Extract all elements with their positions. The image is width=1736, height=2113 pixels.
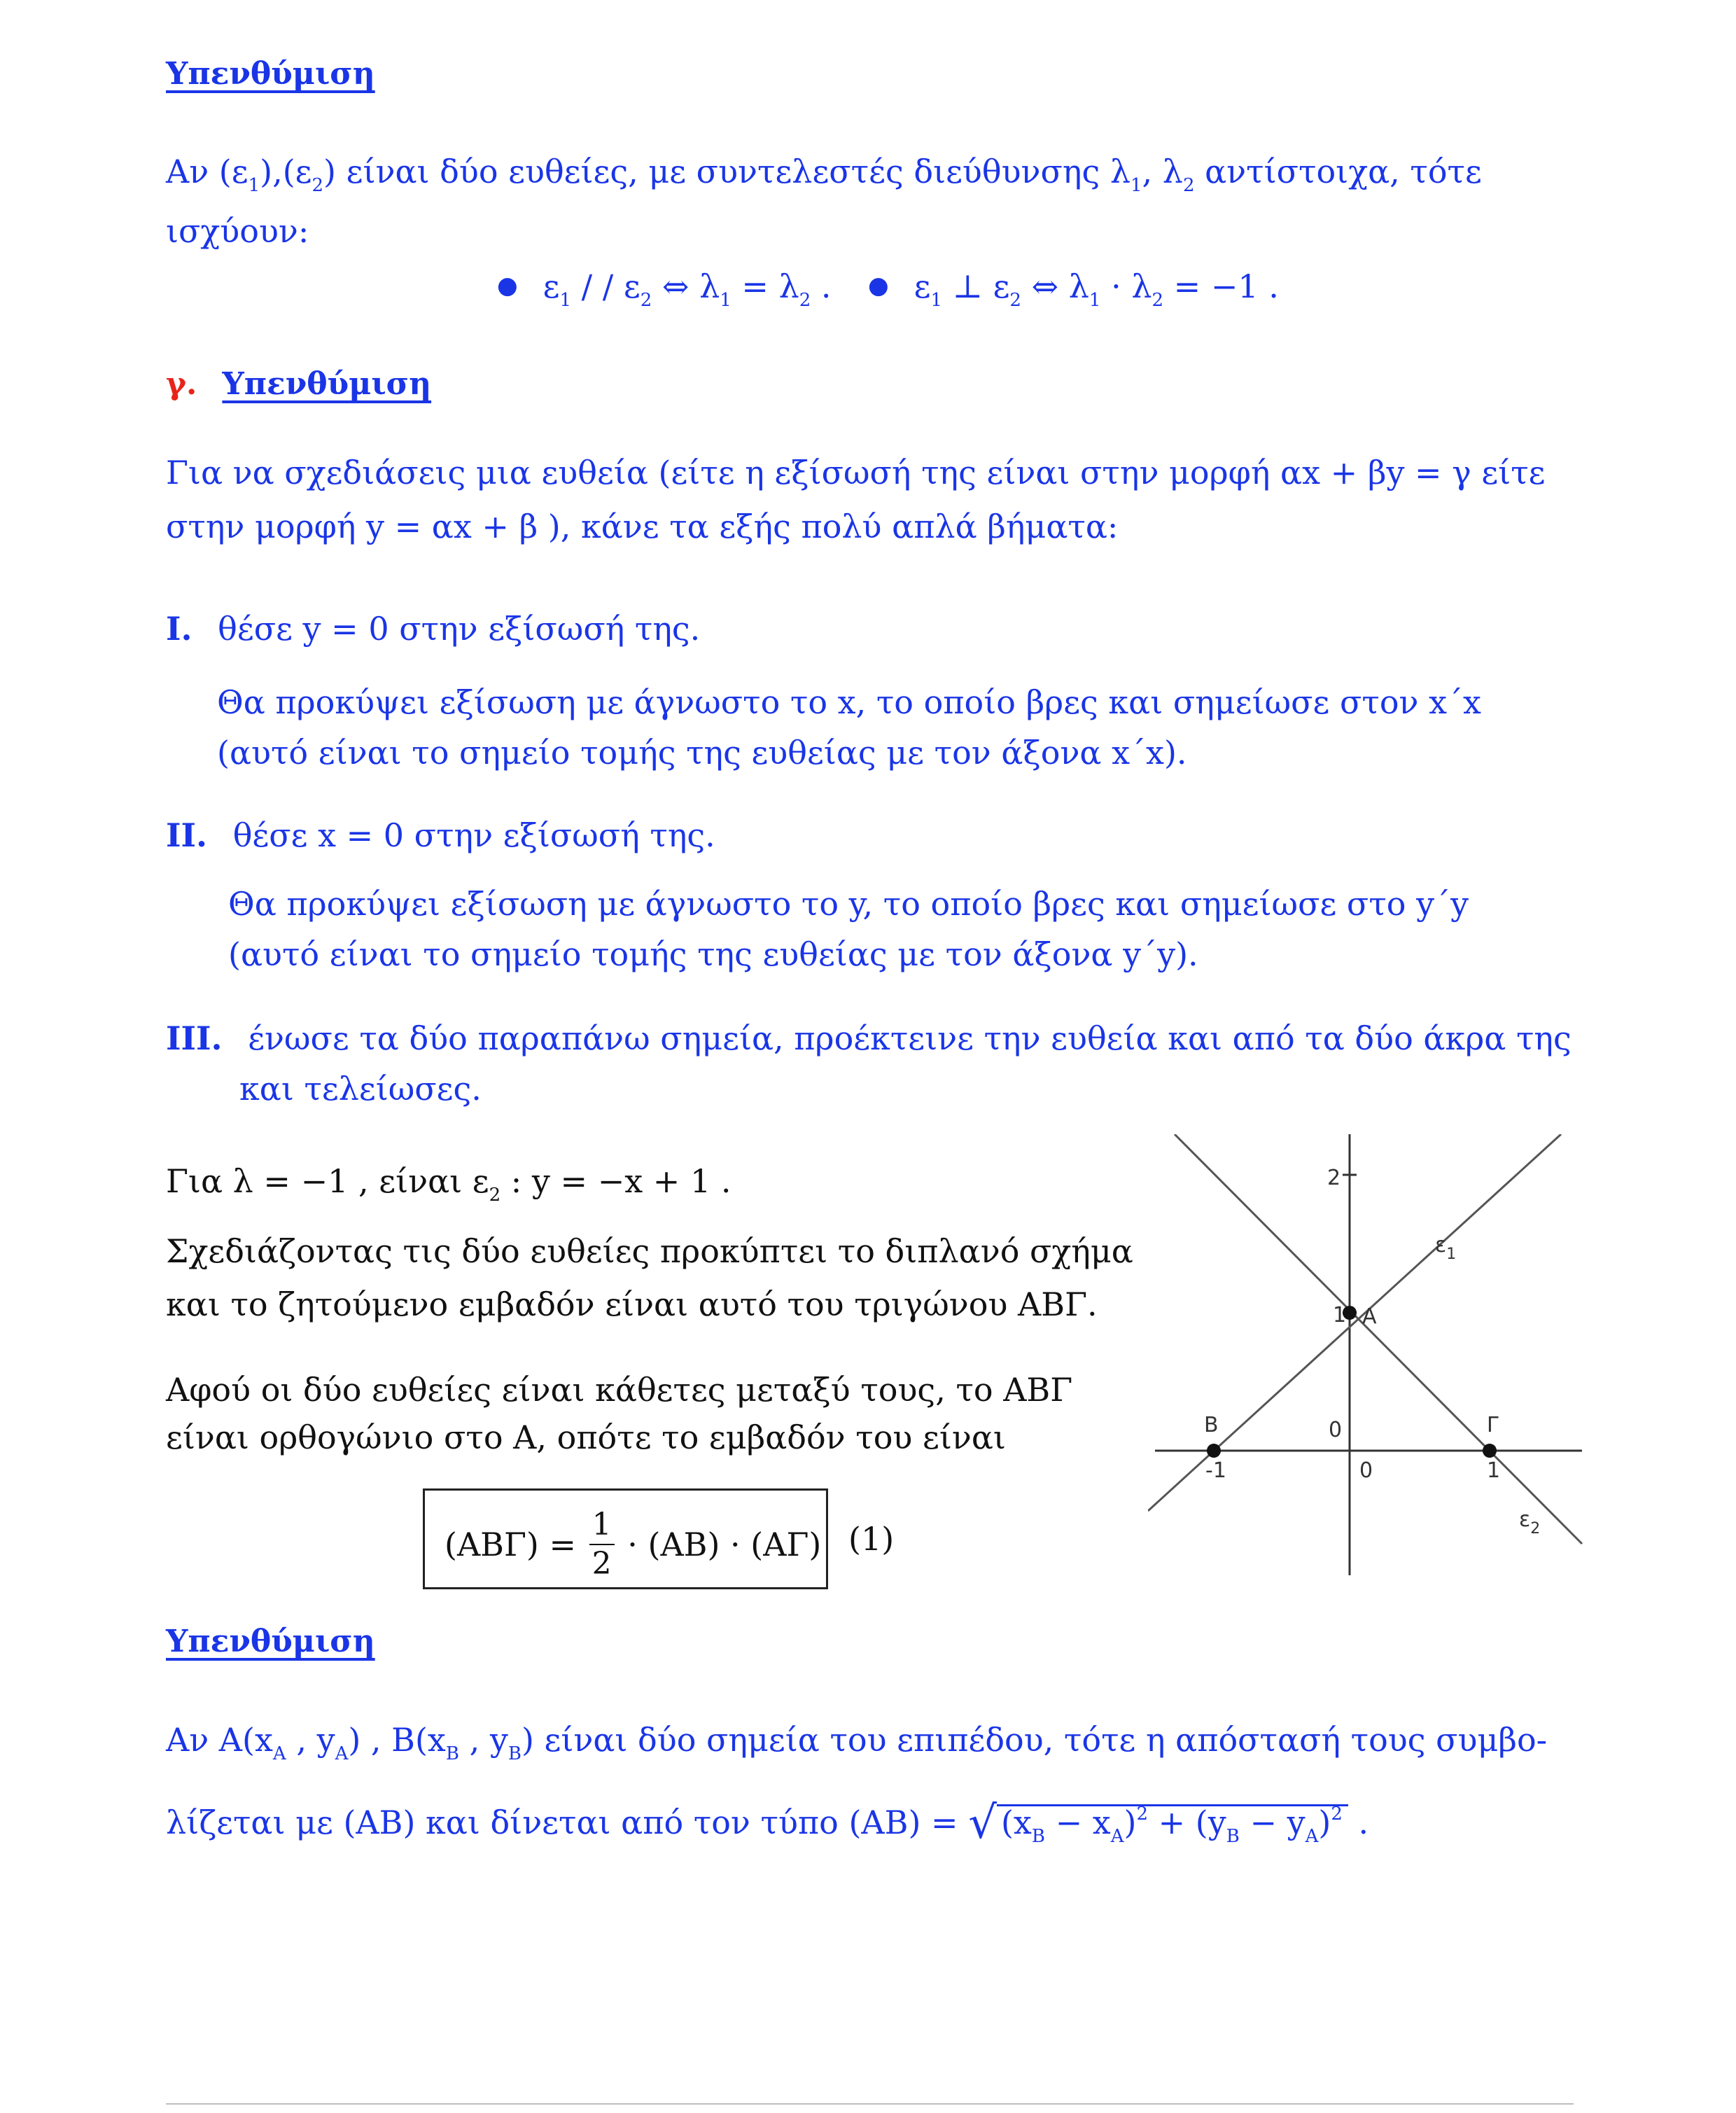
text-run: = −1 . <box>1163 267 1279 305</box>
epsilon-1-label <box>1435 1233 1456 1263</box>
text-run: , y <box>286 1721 335 1759</box>
reminder-heading-1: Υπενθύμιση <box>166 56 375 92</box>
x-label-minus-1: -1 <box>1205 1458 1226 1483</box>
bullet-perpendicular <box>868 267 1279 311</box>
epsilon-letter: ε <box>1435 1233 1447 1257</box>
slopes-paragraph-line-2: ισχύουν: <box>166 212 309 250</box>
text-run: λίζεται με (ΑΒ) και δίνεται από τον τύπο (ΑΒ) = <box>166 1804 969 1841</box>
bullet-parallel <box>497 267 832 311</box>
step-2 <box>166 816 715 854</box>
subscript: 1 <box>930 290 943 311</box>
radicand <box>997 1804 1348 1847</box>
solution-figure-text-2: και το ζητούμενο εμβαδόν είναι αυτό του τριγώνου ΑΒΓ. <box>166 1285 1098 1323</box>
subscript: 2 <box>640 290 652 311</box>
text-run: . <box>1348 1804 1369 1841</box>
text-run: ) <box>1318 1804 1331 1841</box>
text-run: αντίστοιχα, τότε <box>1194 153 1482 190</box>
point-g <box>1483 1444 1497 1458</box>
reminder-heading-2: Υπενθύμιση <box>222 366 432 402</box>
text-run: · λ <box>1100 267 1152 305</box>
subscript: 2 <box>489 1185 501 1206</box>
text-run: − y <box>1239 1804 1306 1841</box>
radical-sign-icon: √ <box>968 1797 997 1849</box>
epsilon-letter: ε <box>1519 1507 1531 1532</box>
point-b-label: Β <box>1204 1413 1219 1437</box>
subscript: 2 <box>1009 290 1021 311</box>
text-run: ⇔ λ <box>1021 267 1089 305</box>
step-2-detail-1: Θα προκύψει εξίσωση με άγνωστο το y, το οποίο βρες και σημείωσε στο y΄y <box>228 885 1469 923</box>
fraction-numerator: 1 <box>589 1509 615 1545</box>
y-label-2: 2 <box>1327 1166 1341 1190</box>
reminder-heading-3: Υπενθύμιση <box>166 1624 375 1659</box>
area-formula <box>444 1509 821 1580</box>
step-1 <box>166 610 701 648</box>
line-drawing-intro-2: στην μορφή y = αx + β ), κάνε τα εξής πολύ απλά βήματα: <box>166 508 1119 545</box>
text-run: ⇔ λ <box>652 267 720 305</box>
x-label-1: 1 <box>1487 1458 1501 1483</box>
text-run: Για λ = −1 , είναι ε <box>166 1162 489 1200</box>
fraction-denominator: 2 <box>592 1546 612 1582</box>
text-run: , λ <box>1142 153 1183 190</box>
subscript: 1 <box>720 290 732 311</box>
formula-rhs: · (ΑΒ) · (ΑΓ) <box>627 1526 822 1564</box>
epsilon-subscript: 1 <box>1446 1246 1457 1263</box>
formula-lhs: (ΑΒΓ) = <box>444 1526 576 1564</box>
text-run: − x <box>1044 1804 1111 1841</box>
step-3 <box>166 1019 1572 1057</box>
step-text: ένωσε τα δύο παραπάνω σημεία, προέκτεινε την ευθεία και από τα δύο άκρα της <box>248 1019 1572 1057</box>
subscript: 2 <box>799 290 811 311</box>
step-number: II. <box>166 816 208 854</box>
text-run: , y <box>458 1721 508 1759</box>
subscript: Β <box>445 1743 459 1764</box>
text-run: ε <box>913 267 931 305</box>
origin-label-y: 0 <box>1329 1418 1343 1442</box>
bullet-dot-icon: ● <box>497 272 518 300</box>
text-run: Αν (ε <box>166 153 248 190</box>
subscript: 1 <box>1088 290 1101 311</box>
superscript: 2 <box>1136 1804 1148 1825</box>
coordinate-figure <box>1148 1134 1589 1582</box>
solution-line-equation <box>166 1162 732 1206</box>
point-b <box>1207 1444 1221 1458</box>
text-run: : y = −x + 1 . <box>500 1162 732 1200</box>
step-text: θέσε y = 0 στην εξίσωσή της. <box>218 610 701 648</box>
subscript: Α <box>1110 1826 1124 1847</box>
step-1-detail-2: (αυτό είναι το σημείο τομής της ευθείας με τον άξονα x΄x). <box>217 734 1187 772</box>
subscript: 1 <box>248 175 260 196</box>
footer-rule <box>166 2103 1574 2105</box>
solution-figure-text-1: Σχεδιάζοντας τις δύο ευθείες προκύπτει το διπλανό σχήμα <box>166 1232 1133 1270</box>
text-run: Αν Α(x <box>166 1721 273 1759</box>
text-run: / / ε <box>571 267 640 305</box>
text-run: (x <box>1000 1804 1032 1841</box>
point-a-label: Α <box>1362 1304 1377 1329</box>
section-heading-gamma <box>166 366 432 402</box>
text-run: ε <box>542 267 560 305</box>
area-formula-box <box>423 1488 828 1589</box>
subscript: 1 <box>559 290 572 311</box>
distance-paragraph-line-1 <box>166 1721 1548 1764</box>
subscript: Β <box>507 1743 522 1764</box>
text-run: ) είναι δύο σημεία του επιπέδου, τότε η απόστασή τους συμβο- <box>521 1721 1548 1759</box>
subscript: Β <box>1226 1826 1240 1847</box>
text-run: + (y <box>1147 1804 1226 1841</box>
text-run: ⊥ ε <box>942 267 1010 305</box>
text-run: = λ <box>731 267 799 305</box>
subscript: Β <box>1031 1826 1045 1847</box>
subscript: Α <box>272 1743 286 1764</box>
square-root <box>968 1797 1348 1849</box>
step-3-continued: και τελείωσες. <box>239 1070 482 1108</box>
text-run: ) είναι δύο ευθείες, με συντελεστές διεύθυνσης λ <box>323 153 1130 190</box>
step-1-detail-1: Θα προκύψει εξίσωση με άγνωστο το x, το οποίο βρες και σημείωσε στον x΄x <box>217 683 1481 721</box>
bullet-dot-icon: ● <box>868 272 889 300</box>
section-letter: γ. <box>166 366 197 402</box>
superscript: 2 <box>1331 1804 1343 1825</box>
text-run: ),(ε <box>260 153 312 190</box>
line-drawing-intro-1: Για να σχεδιάσεις μια ευθεία (είτε η εξίσωσή της είναι στην μορφή αx + βy = γ είτε <box>166 454 1546 491</box>
subscript: 1 <box>1130 175 1142 196</box>
subscript: Α <box>335 1743 349 1764</box>
subscript: 2 <box>1182 175 1195 196</box>
point-g-label: Γ <box>1487 1413 1499 1437</box>
subscript: 2 <box>312 175 324 196</box>
origin-label-x: 0 <box>1359 1458 1373 1483</box>
step-text: θέσε x = 0 στην εξίσωσή της. <box>232 816 715 854</box>
text-run: ) <box>1124 1804 1137 1841</box>
epsilon-2-label <box>1519 1507 1540 1537</box>
line-epsilon-2 <box>1175 1134 1582 1544</box>
subscript: 2 <box>1152 290 1164 311</box>
distance-paragraph-line-2 <box>166 1797 1369 1849</box>
slopes-paragraph-line-1 <box>166 153 1482 196</box>
step-number: III. <box>166 1019 223 1057</box>
solution-right-triangle-1: Αφού οι δύο ευθείες είναι κάθετες μεταξύ τους, το ΑΒΓ <box>166 1371 1073 1409</box>
solution-right-triangle-2: είναι ορθογώνιο στο Α, οπότε το εμβαδόν του είναι <box>166 1418 1006 1456</box>
subscript: Α <box>1305 1826 1319 1847</box>
text-run: . <box>811 267 832 305</box>
equation-tag: (1) <box>848 1520 895 1558</box>
fraction-one-half <box>589 1509 615 1580</box>
step-2-detail-2: (αυτό είναι το σημείο τομής της ευθείας με τον άξονα y΄y). <box>228 935 1198 973</box>
y-label-1: 1 <box>1333 1303 1347 1327</box>
epsilon-subscript: 2 <box>1530 1520 1541 1537</box>
step-number: I. <box>166 610 192 648</box>
text-run: ) , Β(x <box>348 1721 446 1759</box>
